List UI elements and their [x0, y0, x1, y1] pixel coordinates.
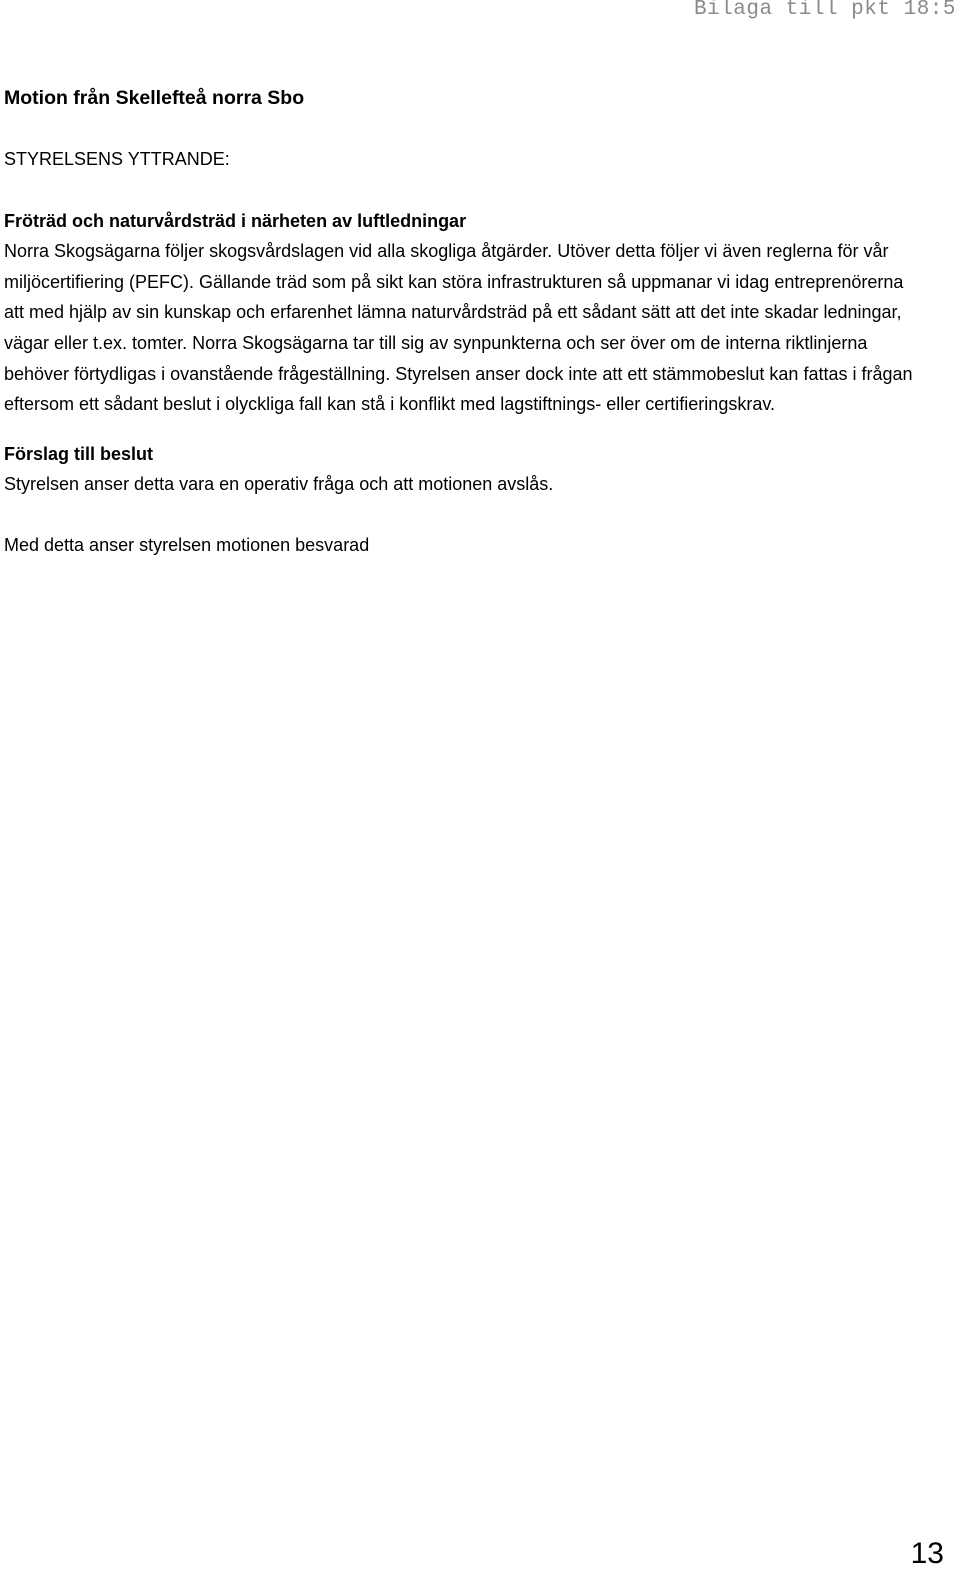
section-heading-decision: Förslag till beslut	[4, 443, 154, 464]
section-body-decision: Styrelsen anser detta vara en operativ fråga och att motionen avslås.	[4, 474, 554, 495]
page-number: 13	[910, 1537, 944, 1570]
section-trees-near-power-lines	[4, 206, 914, 420]
annex-label: Bilaga till pkt 18:5	[693, 0, 956, 21]
section-heading-trees: Fröträd och naturvårdsträd i närheten av luftledningar	[4, 210, 467, 231]
document-title: Motion från Skellefteå norra Sbo	[4, 87, 305, 109]
section-decision-proposal	[4, 439, 914, 500]
document-body	[4, 83, 914, 561]
closing-statement: Med detta anser styrelsen motionen besvarad	[4, 534, 370, 555]
board-statement-label: STYRELSENS YTTRANDE:	[4, 149, 230, 169]
section-body-trees: Norra Skogsägarna följer skogsvårdslagen vid alla skogliga åtgärder. Utöver detta följer vi även reglerna för vår miljöcertifiering (PEFC). Gällande träd som på sikt kan störa infrastrukturen så uppmanar vi idag entreprenörerna att med hjälp av sin kunskap och erfarenhet lämna naturvårdsträd på ett sådant sätt att det inte skadar ledningar, vägar eller t.ex. tomter. Norra Skogsägarna tar till sig av synpunkterna och ser över om de interna riktlinjerna behöver förtydligas i ovanstående frågeställning. Styrelsen anser dock inte att ett stämmobeslut kan fattas i frågan eftersom ett sådant beslut i olyckliga fall kan stå i konflikt med lagstiftnings- eller certifieringskrav.	[4, 241, 913, 415]
